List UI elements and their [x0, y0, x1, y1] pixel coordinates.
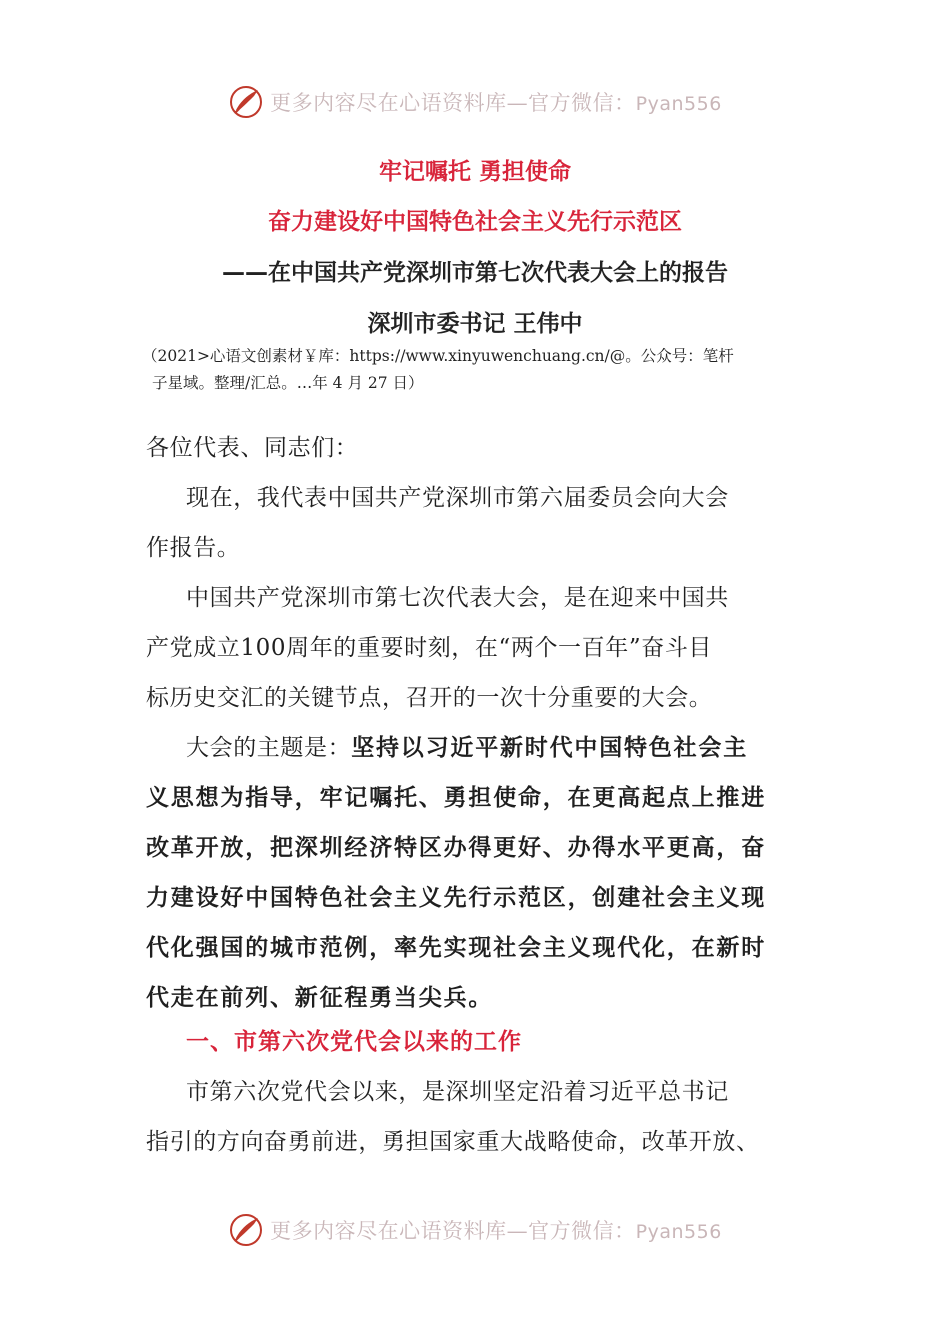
paragraph-context: 中国共产党深圳市第七次代表大会，是在迎来中国共 产党成立100周年的重要时刻，在“两个一百年”奋斗目 标历史交汇的关键节点，召开的一次十分重要的大会。	[146, 585, 729, 711]
source-note-line: （2021>心语文创素材￥库：https://www.xinyuwenchuang.cn/@。公众号：笔杆	[142, 347, 734, 365]
greeting: 各位代表、同志们：	[146, 435, 359, 461]
paragraph-theme: 大会的主题是：坚持以习近平新时代中国特色社会主 义思想为指导，牢记嘱托、勇担使命，在更高起点上推进 改革开放，把深圳经济特区办得更好、办得水平更高，奋 力建设好中国特色社会主义先行示范区，创建社会主义现 代化强国的城市范例，率先实现社会主义现代化，在新时 代走在前列、新征程勇当尖兵。	[146, 735, 766, 1011]
theme-bold-text: 坚持以习近平新时代中国特色社会主	[351, 735, 749, 761]
watermark-text: 更多内容尽在心语资料库—官方微信：Pyan556	[270, 91, 722, 115]
source-note	[142, 343, 812, 397]
pen-logo-icon	[228, 1212, 264, 1248]
theme-lead: 大会的主题是：	[186, 735, 352, 761]
document-title-main: 牢记嘱托 勇担使命	[378, 159, 571, 185]
watermark-header	[0, 80, 950, 124]
source-note-line: 子星域。整理/汇总。…年 4 月 27 日）	[152, 374, 424, 392]
watermark-footer	[0, 1208, 950, 1252]
paragraph-section1: 市第六次党代会以来，是深圳坚定沿着习近平总书记 指引的方向奋勇前进，勇担国家重大战略使命，改革开放、	[146, 1079, 760, 1155]
watermark-text: 更多内容尽在心语资料库—官方微信：Pyan556	[270, 1219, 722, 1243]
document-author: 深圳市委书记 王伟中	[367, 311, 583, 337]
section-heading: 一、市第六次党代会以来的工作	[186, 1029, 522, 1055]
paragraph-intro: 现在，我代表中国共产党深圳市第六届委员会向大会 作报告。	[146, 485, 729, 561]
document-title-sub: 奋力建设好中国特色社会主义先行示范区	[268, 209, 682, 235]
document-subtitle: ——在中国共产党深圳市第七次代表大会上的报告	[222, 260, 728, 286]
pen-logo-icon	[228, 84, 264, 120]
